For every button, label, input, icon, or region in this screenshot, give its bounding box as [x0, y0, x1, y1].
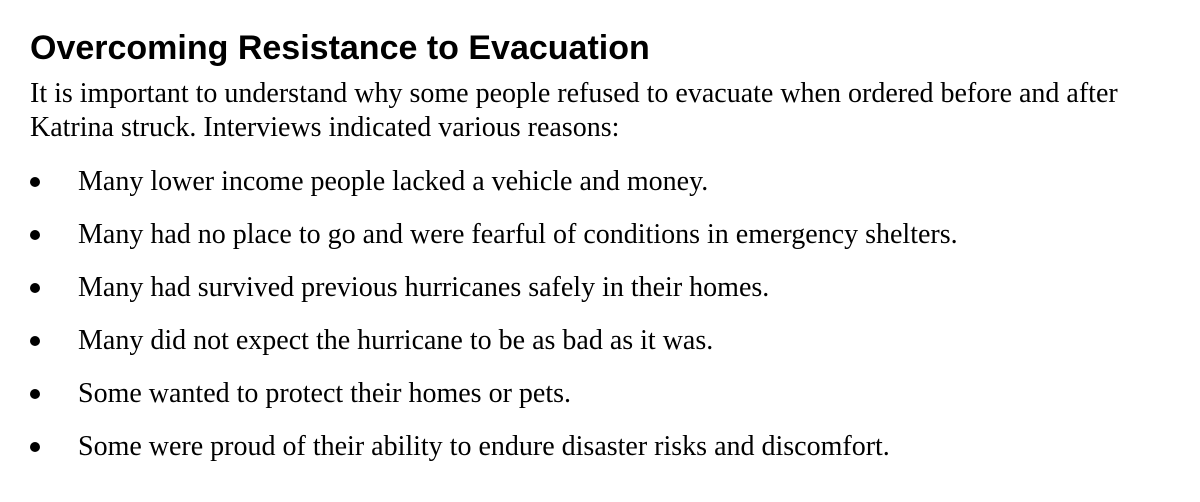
page-title: Overcoming Resistance to Evacuation	[30, 29, 650, 67]
bullet-icon	[30, 230, 40, 240]
list-item-text: Some were proud of their ability to endure disaster risks and discomfort.	[78, 431, 890, 462]
list-item	[30, 271, 1190, 305]
list-item-text: Many lower income people lacked a vehicle and money.	[78, 166, 709, 197]
bullet-icon	[30, 336, 40, 346]
list-item	[30, 165, 1190, 199]
intro-paragraph: It is important to understand why some people refused to evacuate when ordered before and after Katrina struck. Interviews indicated various reasons:	[30, 78, 1118, 143]
list-item	[30, 377, 1190, 411]
bullet-icon	[30, 283, 40, 293]
list-item-text: Some wanted to protect their homes or pets.	[78, 378, 571, 409]
bullet-icon	[30, 389, 40, 399]
reasons-list	[30, 165, 1190, 464]
list-item	[30, 430, 1190, 464]
list-item-text: Many did not expect the hurricane to be as bad as it was.	[78, 325, 714, 356]
bullet-icon	[30, 177, 40, 187]
list-item	[30, 218, 1190, 252]
list-item-text: Many had no place to go and were fearful of conditions in emergency shelters.	[78, 219, 958, 250]
list-item	[30, 324, 1190, 358]
bullet-icon	[30, 442, 40, 452]
document-body	[30, 26, 1190, 483]
list-item-text: Many had survived previous hurricanes safely in their homes.	[78, 272, 770, 303]
